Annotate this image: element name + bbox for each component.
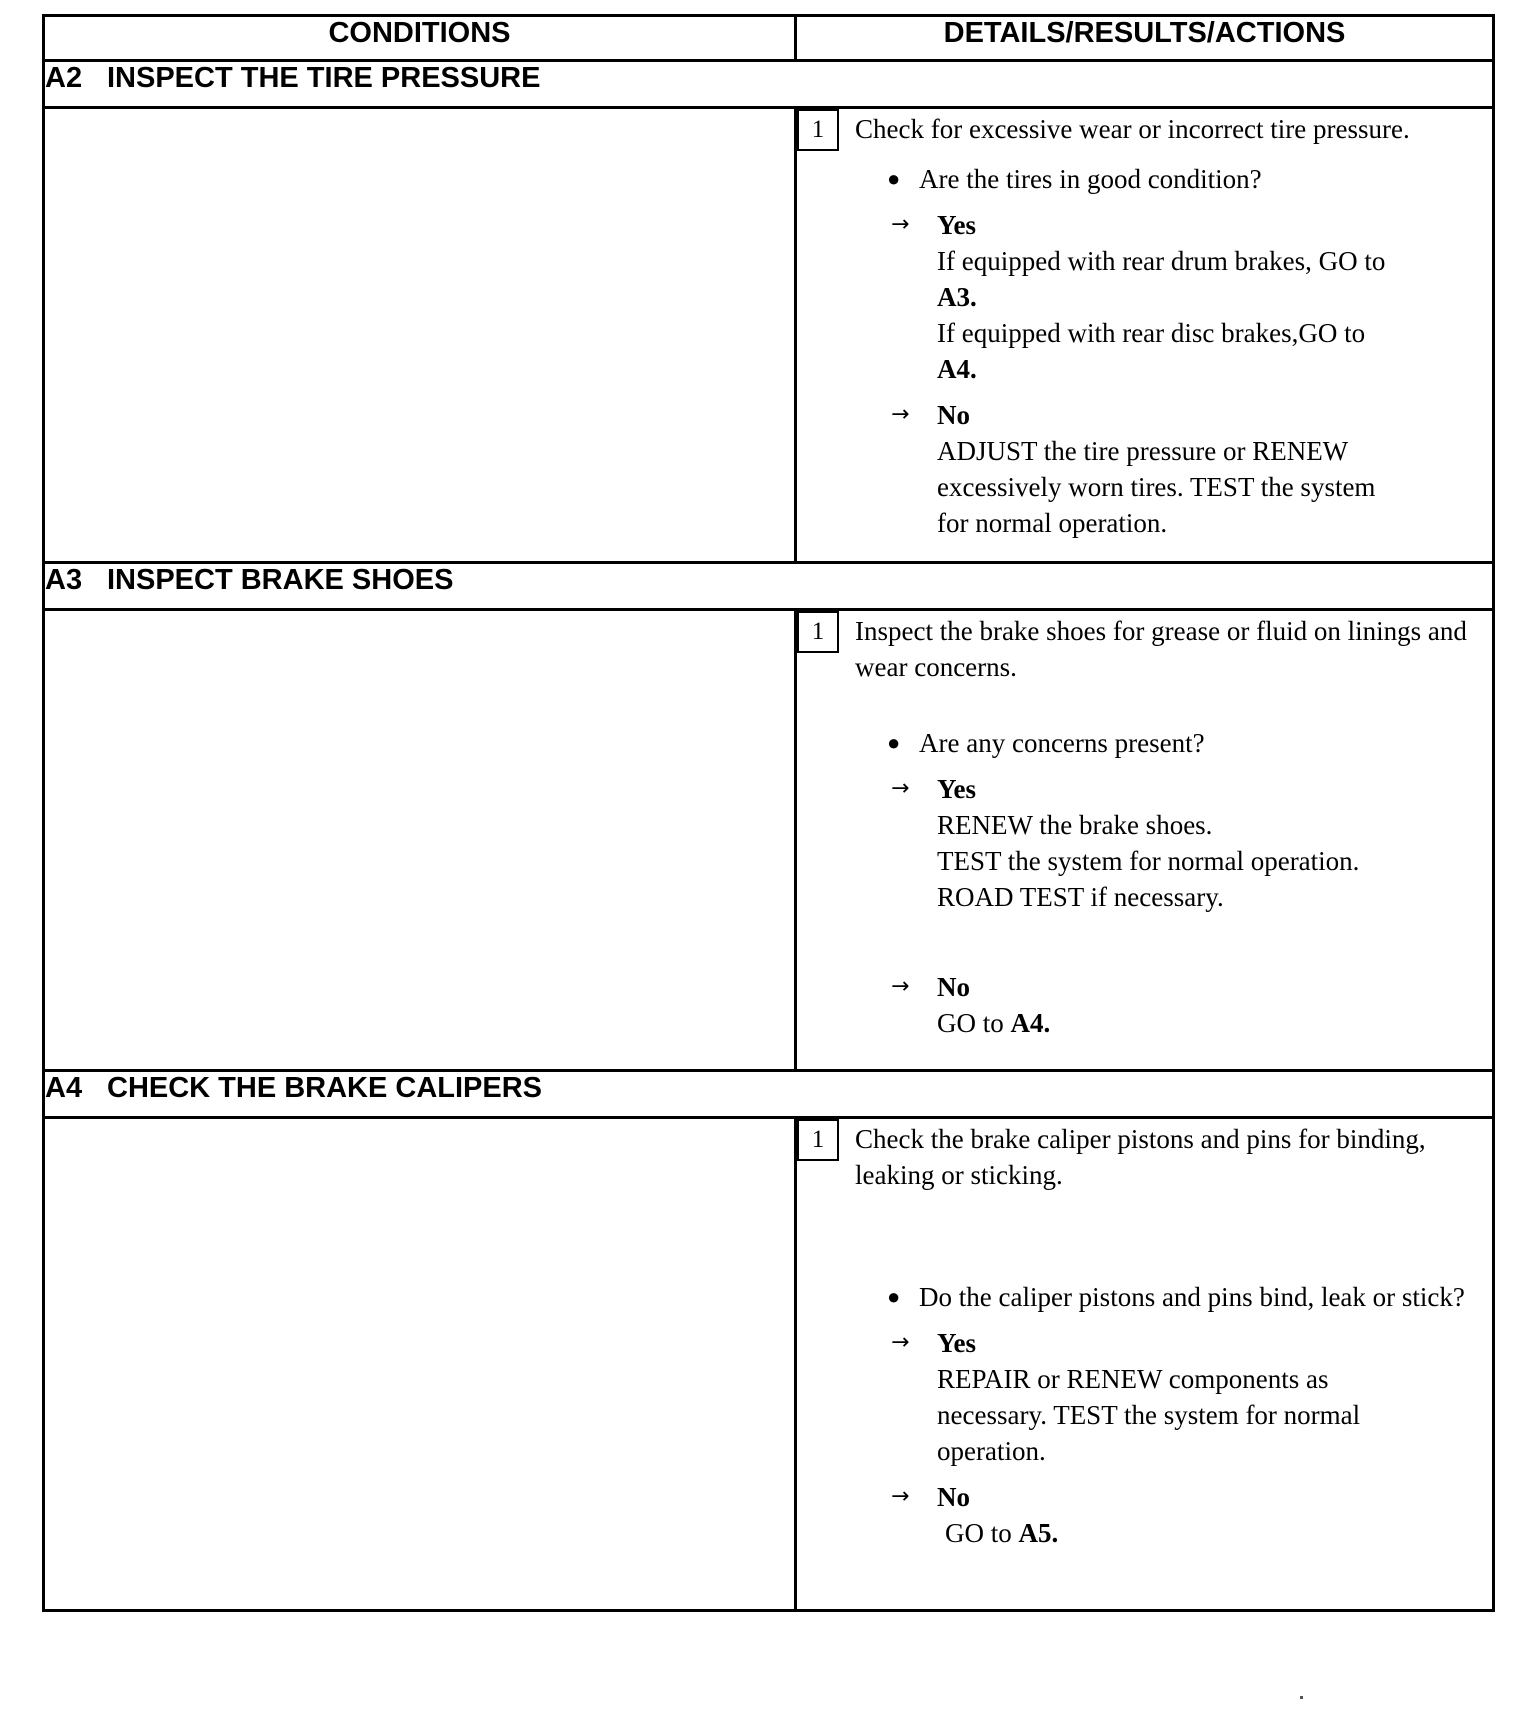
step-reference: A4. [937,354,977,384]
conditions-cell [44,1118,796,1611]
step-title: CHECK THE BRAKE CALIPERS [107,1072,543,1104]
no-action [937,1005,1492,1041]
step-body-row-a3 [44,610,1494,1071]
yes-answer [891,207,1492,387]
conditions-cell [44,610,796,1071]
check-line [797,611,1492,685]
step-title: INSPECT THE TIRE PRESSURE [107,62,541,94]
question-text: Do the caliper pistons and pins bind, leak or stick? [919,1282,1465,1312]
step-id: A2 [45,62,83,94]
action-line: REPAIR or RENEW components as [937,1364,1329,1394]
no-answer [891,397,1492,541]
no-answer [891,969,1492,1041]
yes-action [937,243,1492,387]
question-line [887,161,1492,197]
conditions-header: CONDITIONS [44,16,796,61]
details-cell [796,108,1494,563]
details-cell [796,610,1494,1071]
right-arrow-icon: → [891,1484,910,1509]
question-text: Are the tires in good condition? [919,164,1262,194]
check-text: Check for excessive wear or incorrect tire pressure. [855,114,1410,144]
conditions-cell [44,108,796,563]
no-action [937,1515,1492,1551]
right-arrow-icon: → [891,1330,910,1355]
action-line: for normal operation. [937,508,1168,538]
step-title-row-a4 [44,1071,1494,1118]
check-text: Inspect the brake shoes for grease or fluid on linings and wear concerns. [855,616,1467,682]
step-number-box: 1 [797,109,839,151]
right-arrow-icon: → [891,974,910,999]
yes-label: Yes [937,210,976,240]
step-reference: A3. [937,282,977,312]
details-cell [796,1118,1494,1611]
check-line [797,109,1492,151]
right-arrow-icon: → [891,776,910,801]
step-id: A3 [45,564,83,596]
question-text: Are any concerns present? [919,728,1205,758]
action-line: operation. [937,1436,1046,1466]
action-text: GO to [945,1518,1019,1548]
action-line: If equipped with rear disc brakes,GO to [937,318,1366,348]
action-line: If equipped with rear drum brakes, GO to [937,246,1386,276]
action-line: excessively worn tires. TEST the system [937,472,1376,502]
action-line: TEST the system for normal operation. [937,846,1360,876]
yes-label: Yes [937,1328,976,1358]
question-line [887,725,1492,761]
action-line: ROAD TEST if necessary. [937,882,1224,912]
step-title: INSPECT BRAKE SHOES [107,564,454,596]
action-line: ADJUST the tire pressure or RENEW [937,436,1349,466]
check-text: Check the brake caliper pistons and pins for binding, leaking or sticking. [855,1124,1426,1190]
step-number-box: 1 [797,611,839,653]
yes-answer [891,1325,1492,1469]
yes-label: Yes [937,774,976,804]
diagnostic-table [42,14,1492,1646]
bullet-icon: ● [887,166,901,191]
step-reference: A4. [1010,1008,1051,1038]
step-reference: A5. [1018,1518,1059,1548]
action-line: RENEW the brake shoes. [937,810,1213,840]
table-header-row [44,16,1494,61]
no-answer [891,1479,1492,1551]
scan-speck [1300,1696,1303,1699]
action-line: necessary. TEST the system for normal [937,1400,1361,1430]
no-action [937,433,1492,541]
step-title-row-a3 [44,563,1494,610]
step-number-box: 1 [797,1119,839,1161]
action-text: GO to [937,1008,1011,1038]
question-line [887,1279,1492,1315]
step-body-row-a2 [44,108,1494,563]
right-arrow-icon: → [891,402,910,427]
yes-action [937,1361,1492,1469]
bullet-icon: ● [887,1284,901,1309]
step-id: A4 [45,1072,83,1104]
yes-answer [891,771,1492,915]
no-label: No [937,1482,970,1512]
bullet-icon: ● [887,730,901,755]
details-header: DETAILS/RESULTS/ACTIONS [796,16,1494,61]
yes-action [937,807,1492,915]
no-label: No [937,400,970,430]
step-body-row-a4 [44,1118,1494,1611]
step-title-row-a2 [44,61,1494,108]
check-line [797,1119,1492,1193]
right-arrow-icon: → [891,212,910,237]
no-label: No [937,972,970,1002]
